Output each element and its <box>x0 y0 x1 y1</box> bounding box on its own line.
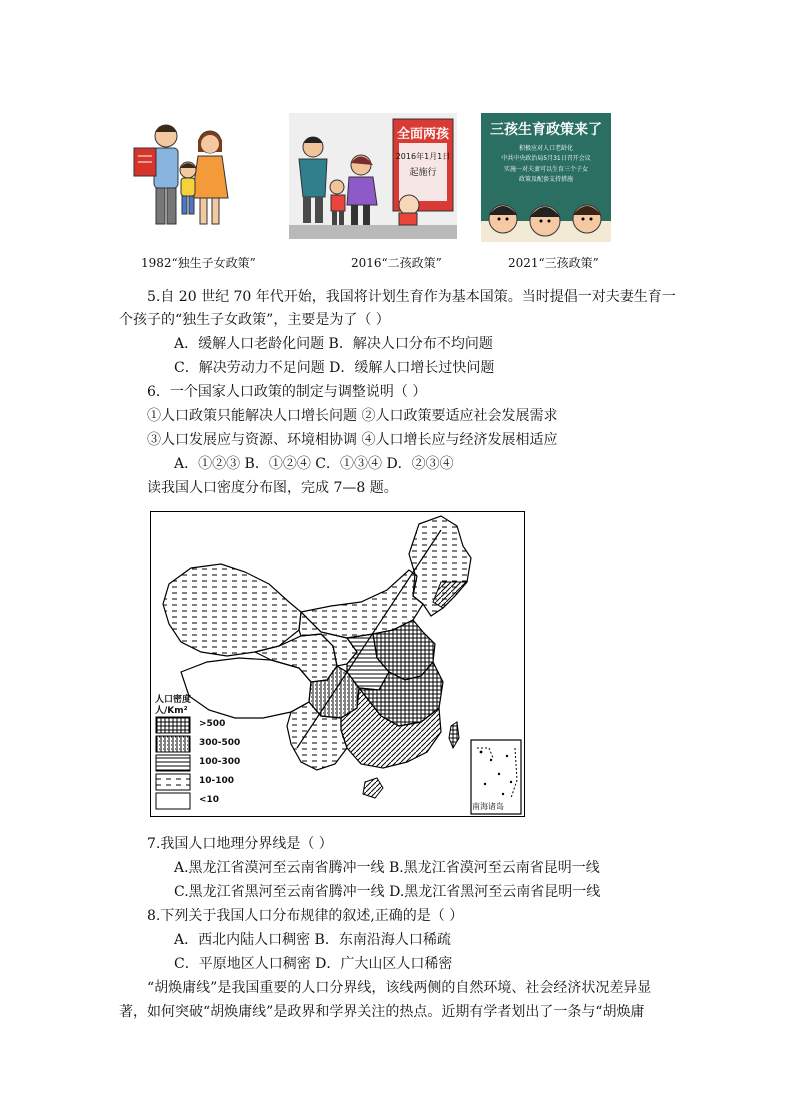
q8-stem: 8.下列关于我国人口分布规律的叙述,正确的是（ ） <box>147 908 464 924</box>
poster-date: 2016年1月1日 <box>395 152 451 161</box>
q7-options-cd: C.黑龙江省黑河至云南省腾冲一线 D.黑龙江省黑河至云南省昆明一线 <box>174 884 601 900</box>
q5-options-ab: A．缓解人口老龄化问题 B．解决人口分布不均问题 <box>174 336 493 352</box>
poster-effective: 起施行 <box>409 168 437 178</box>
two-child-policy-illustration <box>289 113 457 239</box>
q8-options-cd: C．平原地区人口稠密 D．广大山区人口稀密 <box>174 956 453 972</box>
legend-item-lt10: <10 <box>199 795 220 805</box>
q5-options-cd: C．解决劳动力不足问题 D．缓解人口增长过快问题 <box>174 360 495 376</box>
map-intro: 读我国人口密度分布图，完成 7—8 题。 <box>147 480 398 496</box>
q8-options-ab: A．西北内陆人口稠密 B．东南沿海人口稀疏 <box>174 932 451 948</box>
q7-options-ab: A.黑龙江省漠河至云南省腾冲一线 B.黑龙江省漠河至云南省昆明一线 <box>174 860 600 876</box>
legend-item-300-500: 300-500 <box>199 738 241 748</box>
legend-item-100-300: 100-300 <box>199 757 241 767</box>
passage-line-2: 著，如何突破“胡焕庸线”是政界和学界关注的热点。近期有学者划出了一条与“胡焕庸 <box>119 1004 645 1020</box>
q5-stem-line-2: 个孩子的“独生子女政策”，主要是为了（ ） <box>119 312 390 328</box>
poster3-line-3: 实施一对夫妻可以生育三个子女 <box>503 166 588 173</box>
caption-two-child: 2016“二孩政策” <box>351 256 442 270</box>
q6-statements-3-4: ③人口发展应与资源、环境相协调 ④人口增长应与经济发展相适应 <box>147 432 558 448</box>
q6-statements-1-2: ①人口政策只能解决人口增长问题 ②人口政策要适应社会发展需求 <box>147 408 558 424</box>
legend-item-10-100: 10-100 <box>199 776 235 786</box>
poster3-line-4: 政策及配套支持措施 <box>518 176 573 183</box>
q6-options: A．①②③ B．①②④ C．①③④ D．②③④ <box>174 456 454 472</box>
poster3-title: 三孩生育政策来了 <box>490 122 602 138</box>
population-density-map <box>150 511 525 817</box>
one-child-policy-illustration <box>128 118 238 230</box>
map-legend <box>151 688 251 816</box>
passage-line-1: “胡焕庸线”是我国重要的人口分界线，该线两侧的自然环境、社会经济状况差异显 <box>147 980 652 996</box>
caption-one-child: 1982“独生子女政策” <box>141 256 256 270</box>
q7-stem: 7.我国人口地理分界线是（ ） <box>147 836 333 852</box>
legend-item-gt500: >500 <box>199 719 226 729</box>
poster-headline: 全面两孩 <box>396 127 449 142</box>
q5-stem-line-1: 5.自 20 世纪 70 年代开始，我国将计划生育作为基本国策。当时提倡一对夫妻生育一 <box>147 289 676 305</box>
poster3-line-1: 积极应对人口老龄化 <box>518 145 573 152</box>
inset-label-south-china-sea-islands: 南海诸岛 <box>472 802 504 811</box>
q6-stem: 6．一个国家人口政策的制定与调整说明（ ） <box>147 384 427 400</box>
caption-three-child: 2021“三孩政策” <box>508 256 599 270</box>
three-child-policy-illustration <box>481 113 611 242</box>
poster3-line-2: 中共中央政治局5月31日召开会议 <box>501 155 591 162</box>
legend-title: 人口密度 <box>155 695 192 705</box>
legend-unit: 人/Km² <box>155 706 188 716</box>
